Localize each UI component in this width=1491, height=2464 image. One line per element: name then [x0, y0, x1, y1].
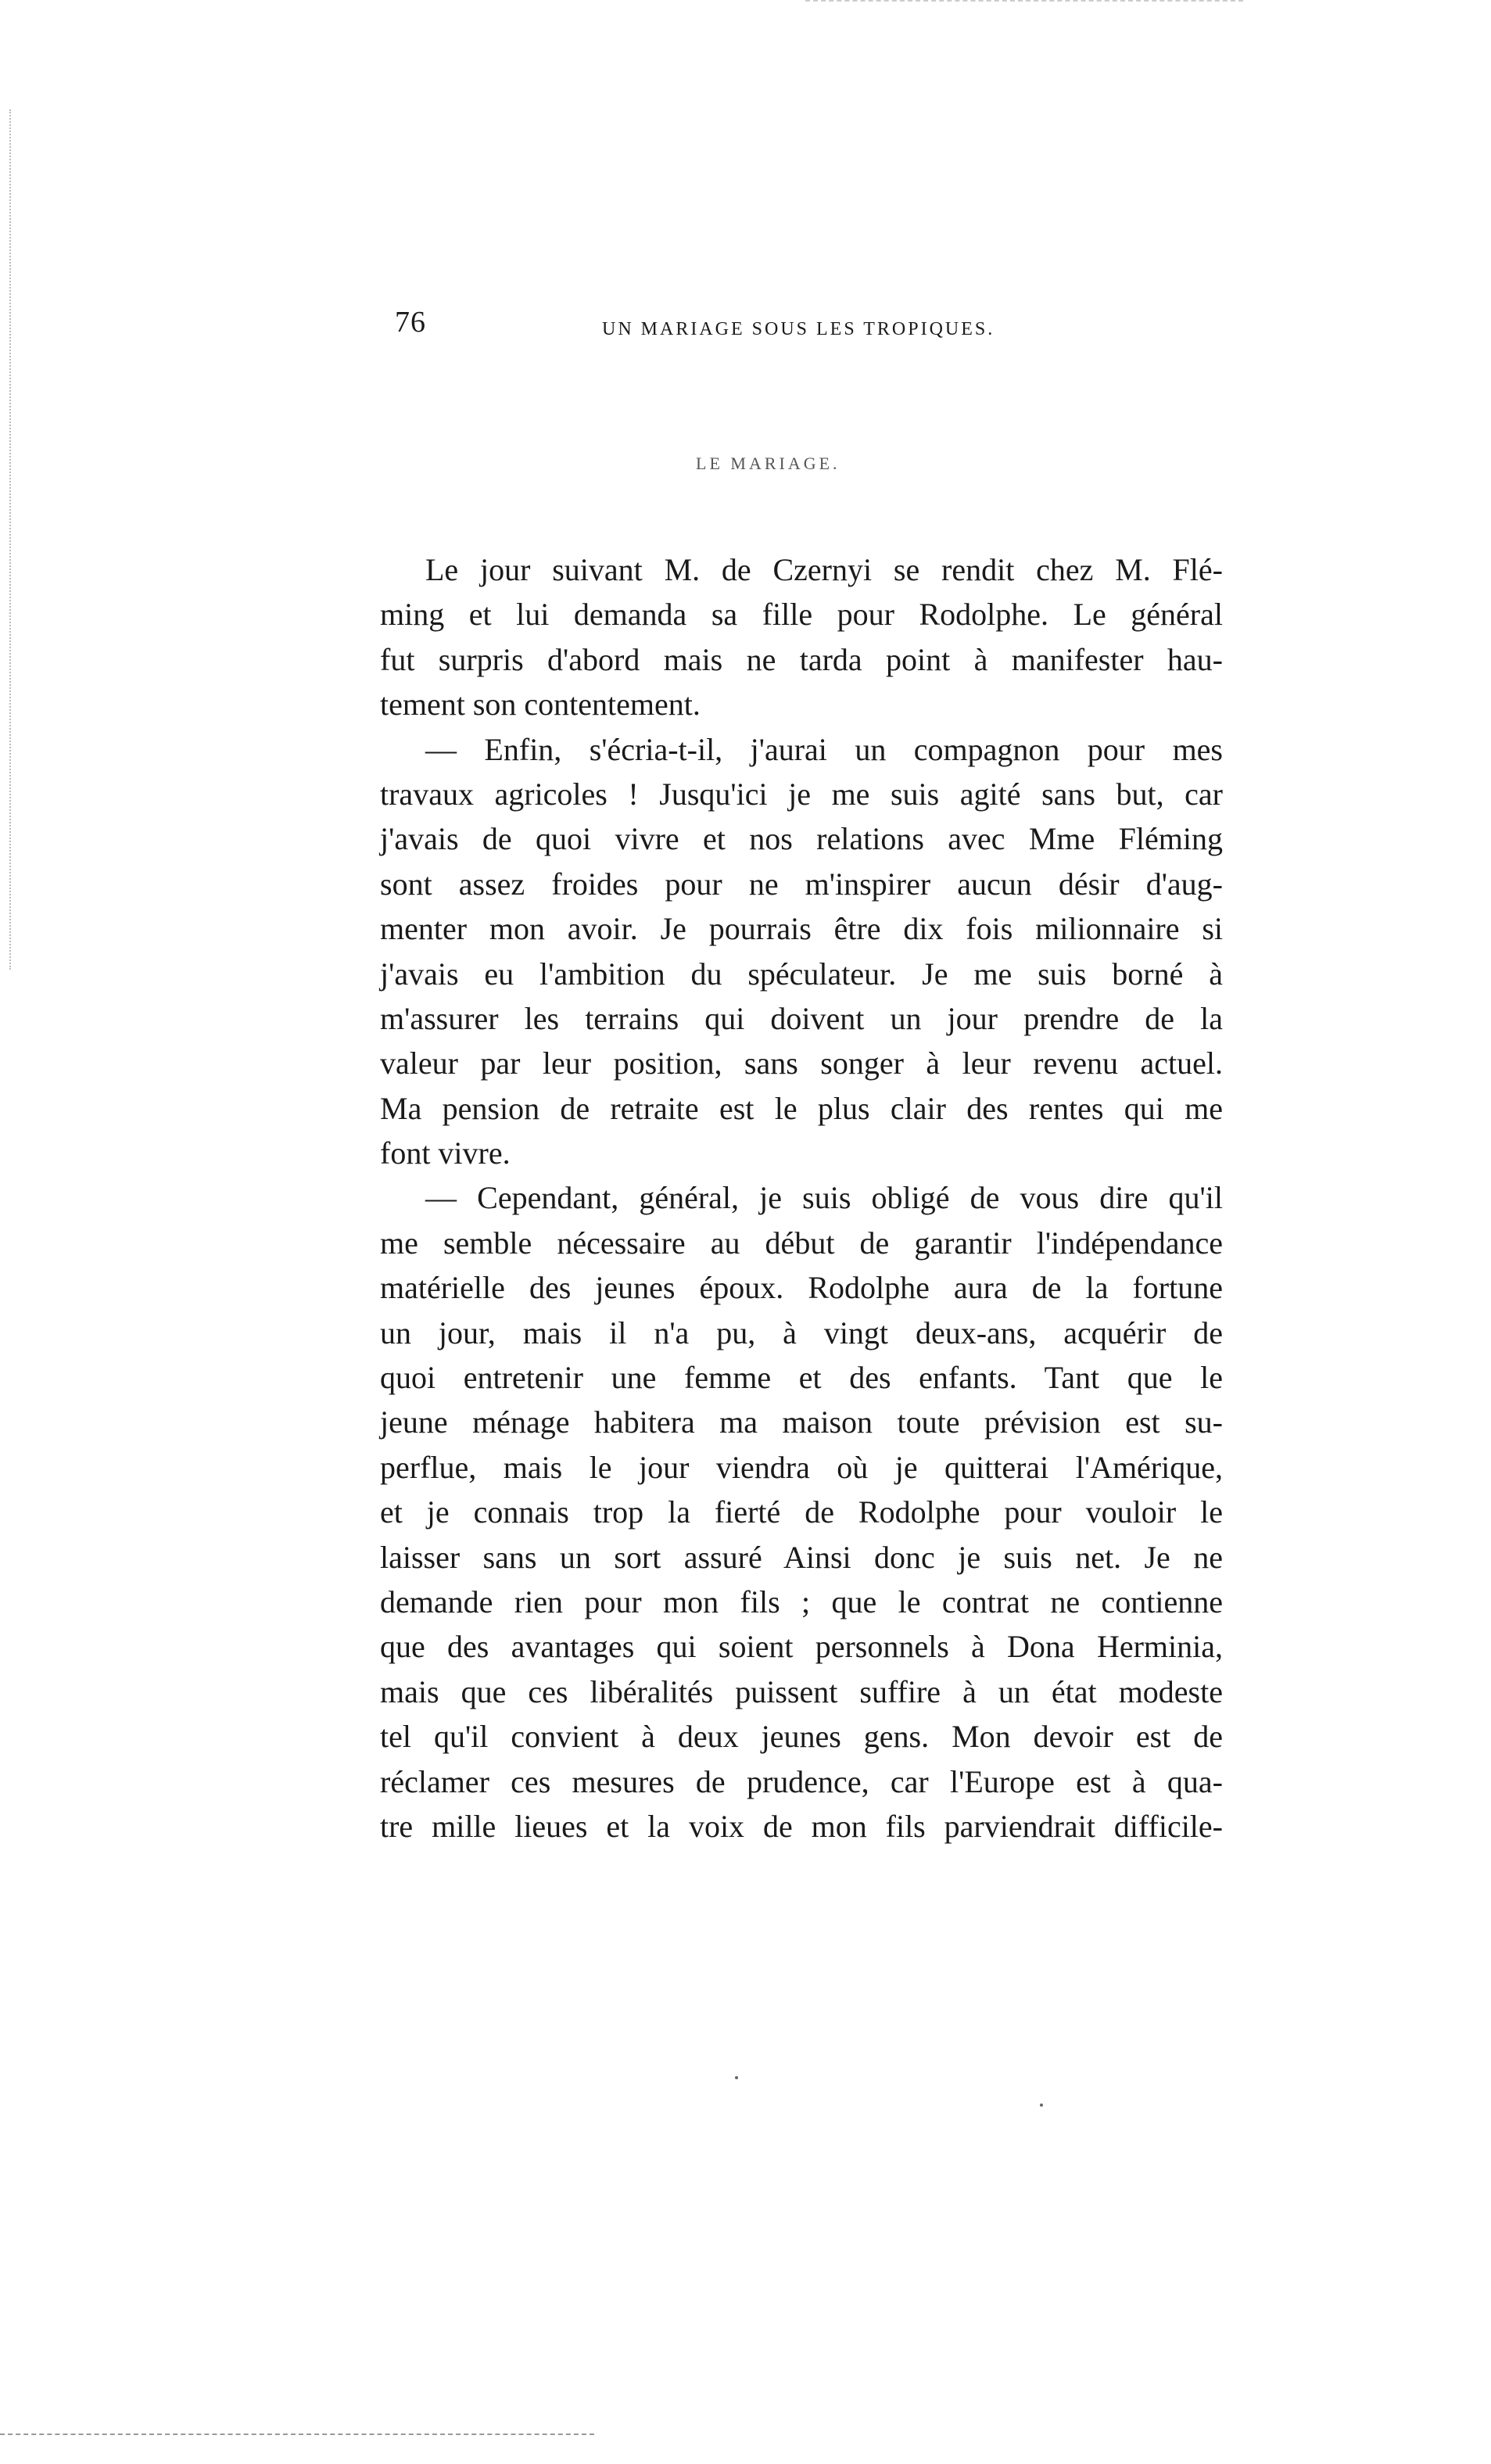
left-margin-rule — [9, 109, 11, 970]
text-line: que des avantages qui soient personnels à Dona Herminia, — [380, 1629, 1223, 1665]
text-line: menter mon avoir. Je pourrais être dix fois milionnaire si — [380, 911, 1223, 947]
running-head: UN MARIAGE SOUS LES TROPIQUES. — [602, 319, 995, 339]
text-line: — Enfin, s'écria-t-il, j'aurai un compagnon pour mes — [425, 731, 1223, 767]
text-line: j'avais de quoi vivre et nos relations avec Mme Fléming — [380, 821, 1223, 857]
text-line: perflue, mais le jour viendra où je quitterai l'Amérique, — [380, 1449, 1223, 1485]
text-line: sont assez froides pour ne m'inspirer aucun désir d'aug- — [380, 866, 1223, 902]
text-line: valeur par leur position, sans songer à leur revenu actuel. — [380, 1045, 1223, 1081]
ink-speck — [735, 2076, 738, 2079]
top-edge-rule — [805, 0, 1243, 2]
text-line: tre mille lieues et la voix de mon fils parviendrait difficile- — [380, 1808, 1223, 1844]
text-line: ming et lui demanda sa fille pour Rodolphe. Le général — [380, 597, 1223, 633]
text-line: mais que ces libéralités puissent suffire à un état modeste — [380, 1673, 1223, 1709]
text-line: font vivre. — [380, 1135, 511, 1171]
text-line: me semble nécessaire au début de garantir l'indépendance — [380, 1225, 1223, 1261]
text-line: et je connais trop la fierté de Rodolphe pour vouloir le — [380, 1494, 1223, 1530]
text-line: demande rien pour mon fils ; que le contrat ne contienne — [380, 1583, 1223, 1619]
text-line: jeune ménage habitera ma maison toute prévision est su- — [380, 1404, 1223, 1440]
text-line: j'avais eu l'ambition du spéculateur. Je me suis borné à — [380, 956, 1223, 992]
text-line: laisser sans un sort assuré Ainsi donc je suis net. Je ne — [380, 1539, 1223, 1575]
text-line: — Cependant, général, je suis obligé de vous dire qu'il — [425, 1180, 1223, 1216]
text-line: travaux agricoles ! Jusqu'ici je me suis agité sans but, car — [380, 776, 1223, 812]
text-line: quoi entretenir une femme et des enfants. Tant que le — [380, 1360, 1223, 1396]
text-line: fut surpris d'abord mais ne tarda point à manifester hau- — [380, 641, 1223, 677]
ink-speck — [1040, 2104, 1043, 2107]
text-line: Ma pension de retraite est le plus clair des rentes qui me — [380, 1090, 1223, 1126]
text-line: tel qu'il convient à deux jeunes gens. Mon devoir est de — [380, 1719, 1223, 1755]
text-line: matérielle des jeunes époux. Rodolphe aura de la fortune — [380, 1270, 1223, 1306]
text-line: Le jour suivant M. de Czernyi se rendit chez M. Flé- — [425, 552, 1223, 587]
text-line: un jour, mais il n'a pu, à vingt deux-ans, acquérir de — [380, 1314, 1223, 1350]
section-heading: LE MARIAGE. — [696, 454, 840, 473]
text-line: réclamer ces mesures de prudence, car l'Europe est à qua- — [380, 1763, 1223, 1799]
text-line: m'assurer les terrains qui doivent un jour prendre de la — [380, 1000, 1223, 1036]
bottom-edge-rule — [0, 2434, 594, 2435]
page-number: 76 — [395, 306, 426, 339]
text-line: tement son contentement. — [380, 687, 701, 723]
body-text — [380, 547, 1223, 1849]
